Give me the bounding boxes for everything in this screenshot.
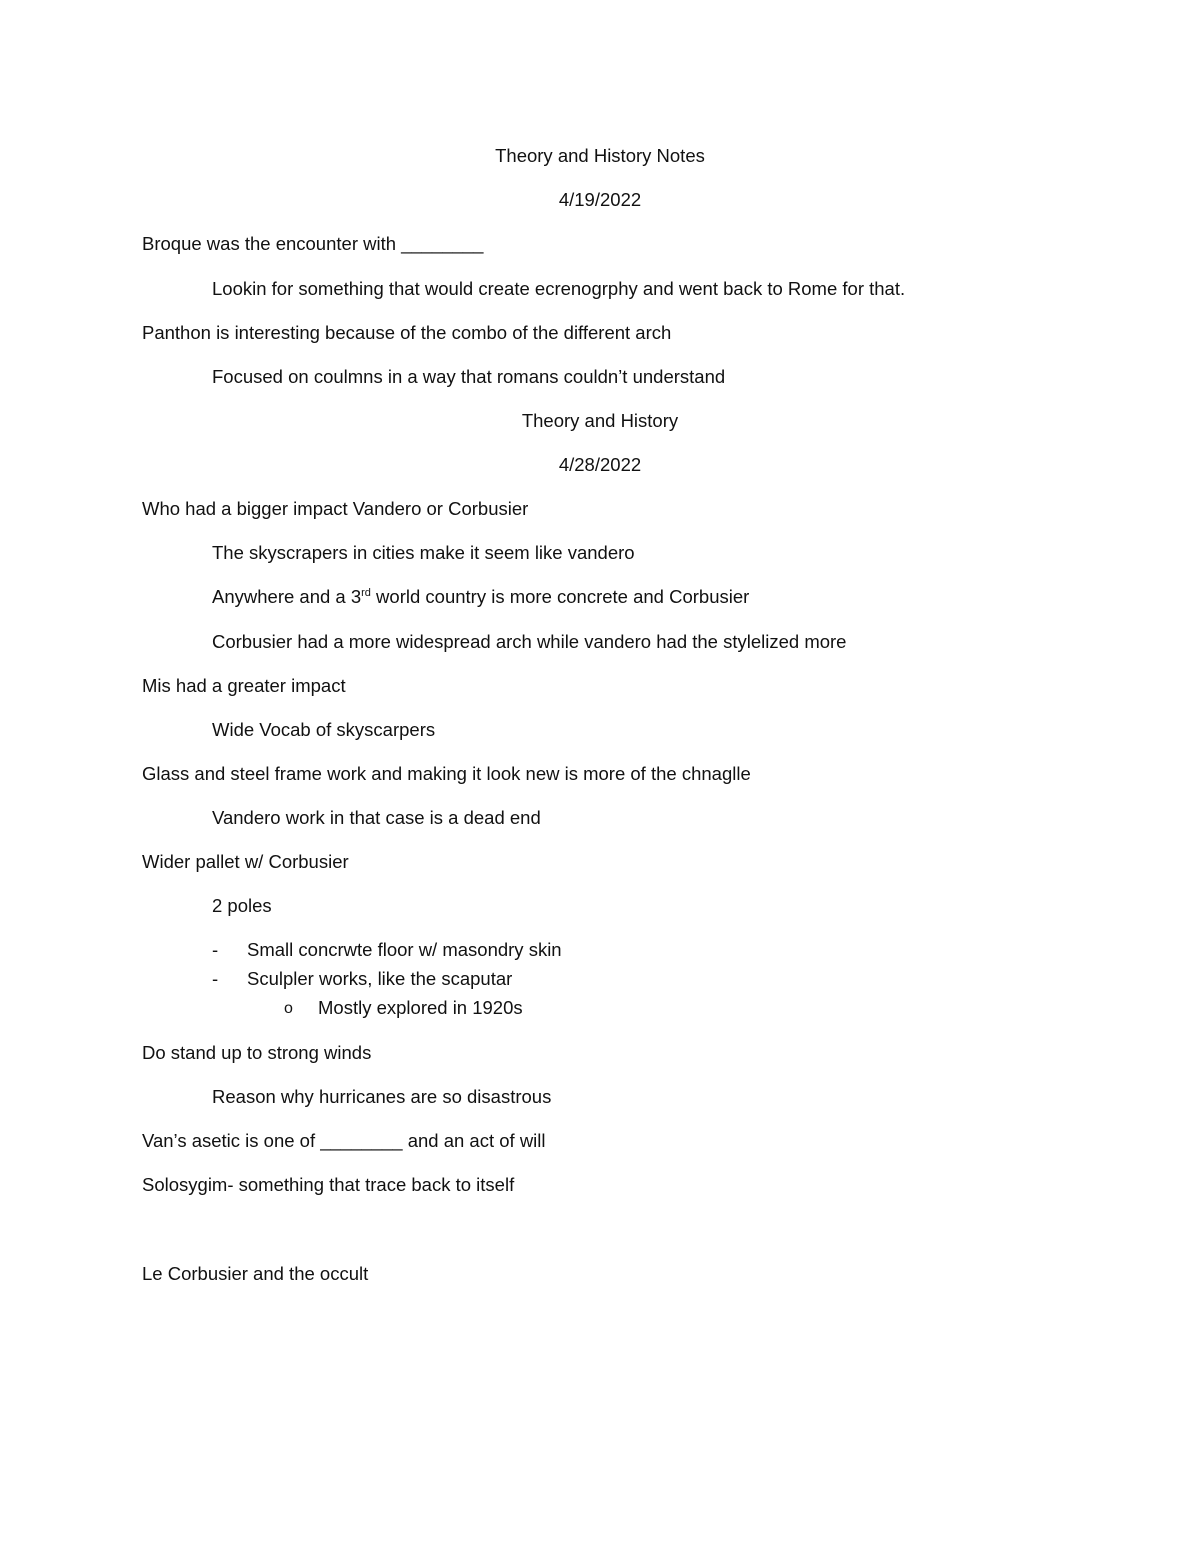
note-line-indented: Corbusier had a more widespread arch while vandero had the stylelized more: [212, 631, 847, 652]
note-line-indented: Focused on coulmns in a way that romans couldn’t understand: [212, 366, 726, 387]
note-line-indented: The skyscrapers in cities make it seem like vandero: [212, 542, 635, 563]
note-line-indented: [212, 586, 749, 608]
note-line: Glass and steel frame work and making it look new is more of the chnaglle: [142, 763, 751, 784]
bullet-dash: -: [212, 968, 219, 989]
bullet-item: Small concrwte floor w/ masondry skin: [247, 939, 562, 960]
note-line: Panthon is interesting because of the combo of the different arch: [142, 322, 672, 343]
note-text: world country is more concrete and Corbusier: [370, 586, 750, 607]
note-line-indented: Lookin for something that would create ecrenogrphy and went back to Rome for that.: [212, 278, 906, 299]
note-line-indented: Reason why hurricanes are so disastrous: [212, 1086, 552, 1107]
note-line-indented: Vandero work in that case is a dead end: [212, 807, 541, 828]
note-line: Who had a bigger impact Vandero or Corbusier: [142, 498, 529, 519]
note-line: Mis had a greater impact: [142, 675, 346, 696]
ordinal-superscript: rd: [361, 587, 371, 599]
sub-bullet-circle: o: [284, 1000, 293, 1017]
note-line: Do stand up to strong winds: [142, 1042, 372, 1063]
section-date: 4/28/2022: [558, 454, 642, 475]
note-text: Anywhere and a 3: [212, 586, 362, 607]
note-line: Wider pallet w/ Corbusier: [142, 851, 349, 872]
sub-bullet-item: Mostly explored in 1920s: [318, 997, 523, 1018]
section-date: 4/19/2022: [558, 189, 642, 210]
section-title: Theory and History Notes: [495, 145, 705, 166]
bullet-dash: -: [212, 939, 219, 960]
bullet-item: Sculpler works, like the scaputar: [247, 968, 513, 989]
note-line-indented: Wide Vocab of skyscarpers: [212, 719, 436, 740]
note-line: Solosygim- something that trace back to itself: [142, 1174, 515, 1195]
section-title: Theory and History: [521, 410, 679, 431]
note-line-indented: 2 poles: [212, 895, 272, 916]
note-line: Van’s asetic is one of ________ and an act of will: [142, 1130, 546, 1151]
note-line: Le Corbusier and the occult: [142, 1263, 369, 1284]
note-line: Broque was the encounter with ________: [142, 233, 484, 254]
